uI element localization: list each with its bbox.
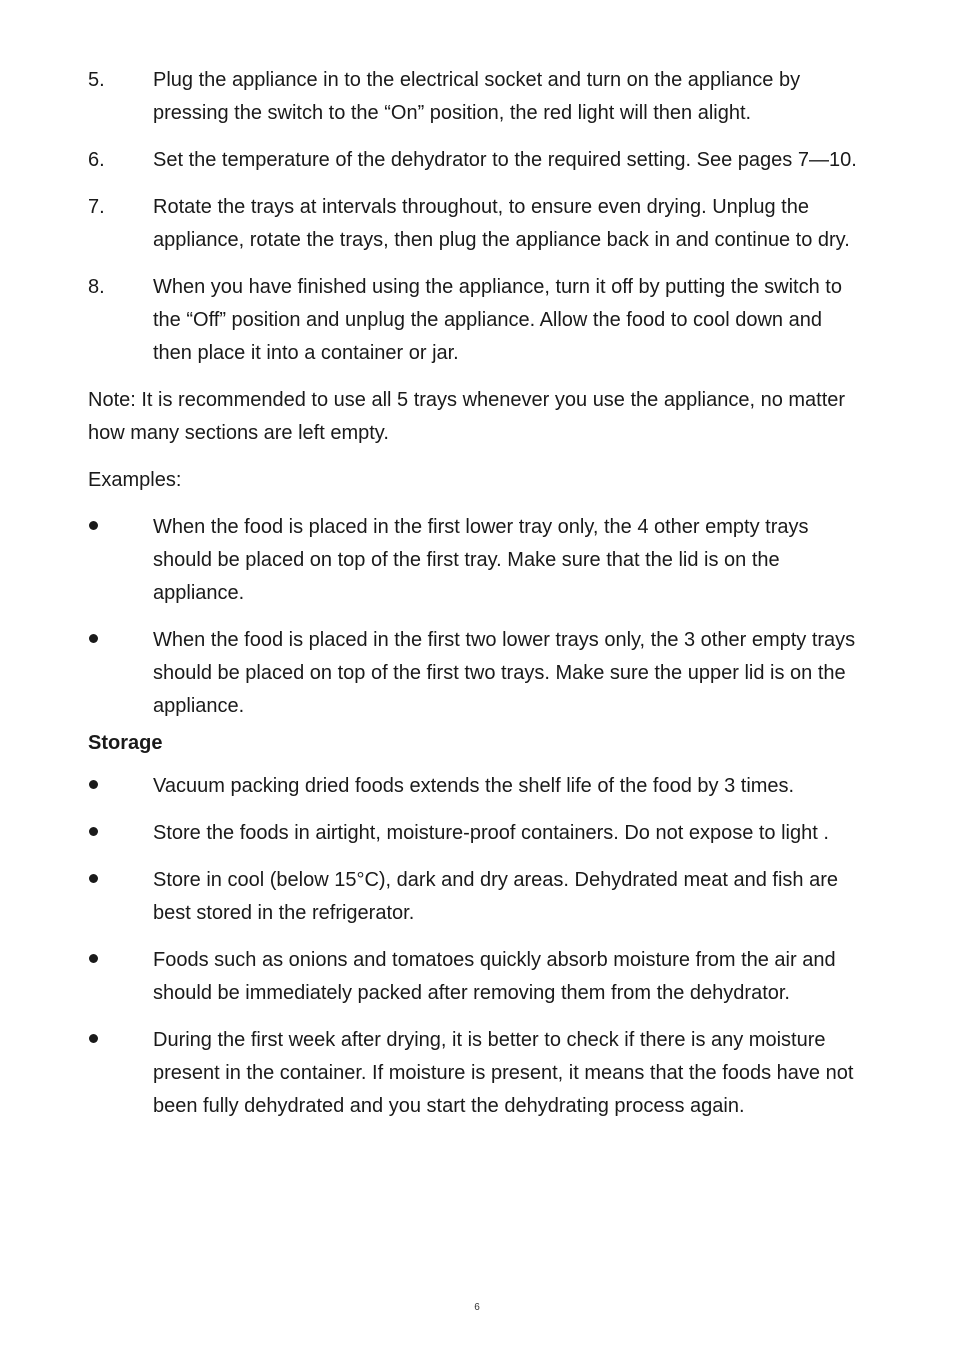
step-number: 8. — [88, 276, 105, 298]
bullet-icon — [88, 817, 153, 850]
storage-text: Store the foods in airtight, moisture-proof containers. Do not expose to light . — [153, 822, 829, 844]
note-paragraph: Note: It is recommended to use all 5 trays whenever you use the appliance, no matter how many sections are left empty. — [88, 389, 846, 444]
storage-text: Store in cool (below 15°C), dark and dry areas. Dehydrated meat and fish are best stored in the refrigerator. — [153, 869, 839, 924]
example-item — [88, 624, 860, 723]
storage-item — [88, 770, 860, 803]
step-item — [88, 144, 860, 177]
step-number: 5. — [88, 69, 105, 91]
step-item — [88, 271, 860, 370]
step-item — [88, 191, 860, 257]
storage-heading: Storage — [88, 732, 163, 754]
storage-item — [88, 944, 860, 1010]
step-text: Rotate the trays at intervals throughout, to ensure even drying. Unplug the appliance, rotate the trays, then plug the appliance back in and continue to dry. — [153, 196, 850, 251]
bullet-icon — [88, 864, 153, 930]
storage-text: Vacuum packing dried foods extends the shelf life of the food by 3 times. — [153, 775, 795, 797]
example-item — [88, 511, 860, 610]
storage-item — [88, 864, 860, 930]
bullet-icon — [88, 770, 153, 803]
bullet-icon — [88, 624, 153, 723]
step-number: 7. — [88, 196, 105, 218]
page-number: 6 — [474, 1302, 480, 1313]
storage-item — [88, 1024, 860, 1123]
storage-text: Foods such as onions and tomatoes quickly absorb moisture from the air and should be immediately packed after removing them from the dehydrator. — [153, 949, 836, 1004]
page-content — [88, 64, 860, 1137]
bullet-icon — [88, 944, 153, 1010]
step-text: When you have finished using the appliance, turn it off by putting the switch to the “Off” position and unplug the appliance. Allow the food to cool down and then place it into a container or jar. — [153, 276, 842, 364]
step-number: 6. — [88, 149, 105, 171]
step-text: Set the temperature of the dehydrator to the required setting. See pages 7—10. — [153, 149, 857, 171]
storage-text: During the first week after drying, it is better to check if there is any moisture present in the container. If moisture is present, it means that the foods have not been fully dehydrated and you start the dehydrating process again. — [153, 1029, 854, 1117]
bullet-icon — [88, 1024, 153, 1123]
step-item — [88, 64, 860, 130]
example-text: When the food is placed in the first lower tray only, the 4 other empty trays should be placed on top of the first tray. Make sure that the lid is on the appliance. — [153, 516, 809, 604]
bullet-icon — [88, 511, 153, 610]
example-text: When the food is placed in the first two lower trays only, the 3 other empty trays should be placed on top of the first two trays. Make sure the upper lid is on the appliance. — [153, 629, 856, 717]
step-text: Plug the appliance in to the electrical socket and turn on the appliance by pressing the switch to the “On” position, the red light will then alight. — [153, 69, 801, 124]
examples-label: Examples: — [88, 469, 182, 491]
storage-item — [88, 817, 860, 850]
